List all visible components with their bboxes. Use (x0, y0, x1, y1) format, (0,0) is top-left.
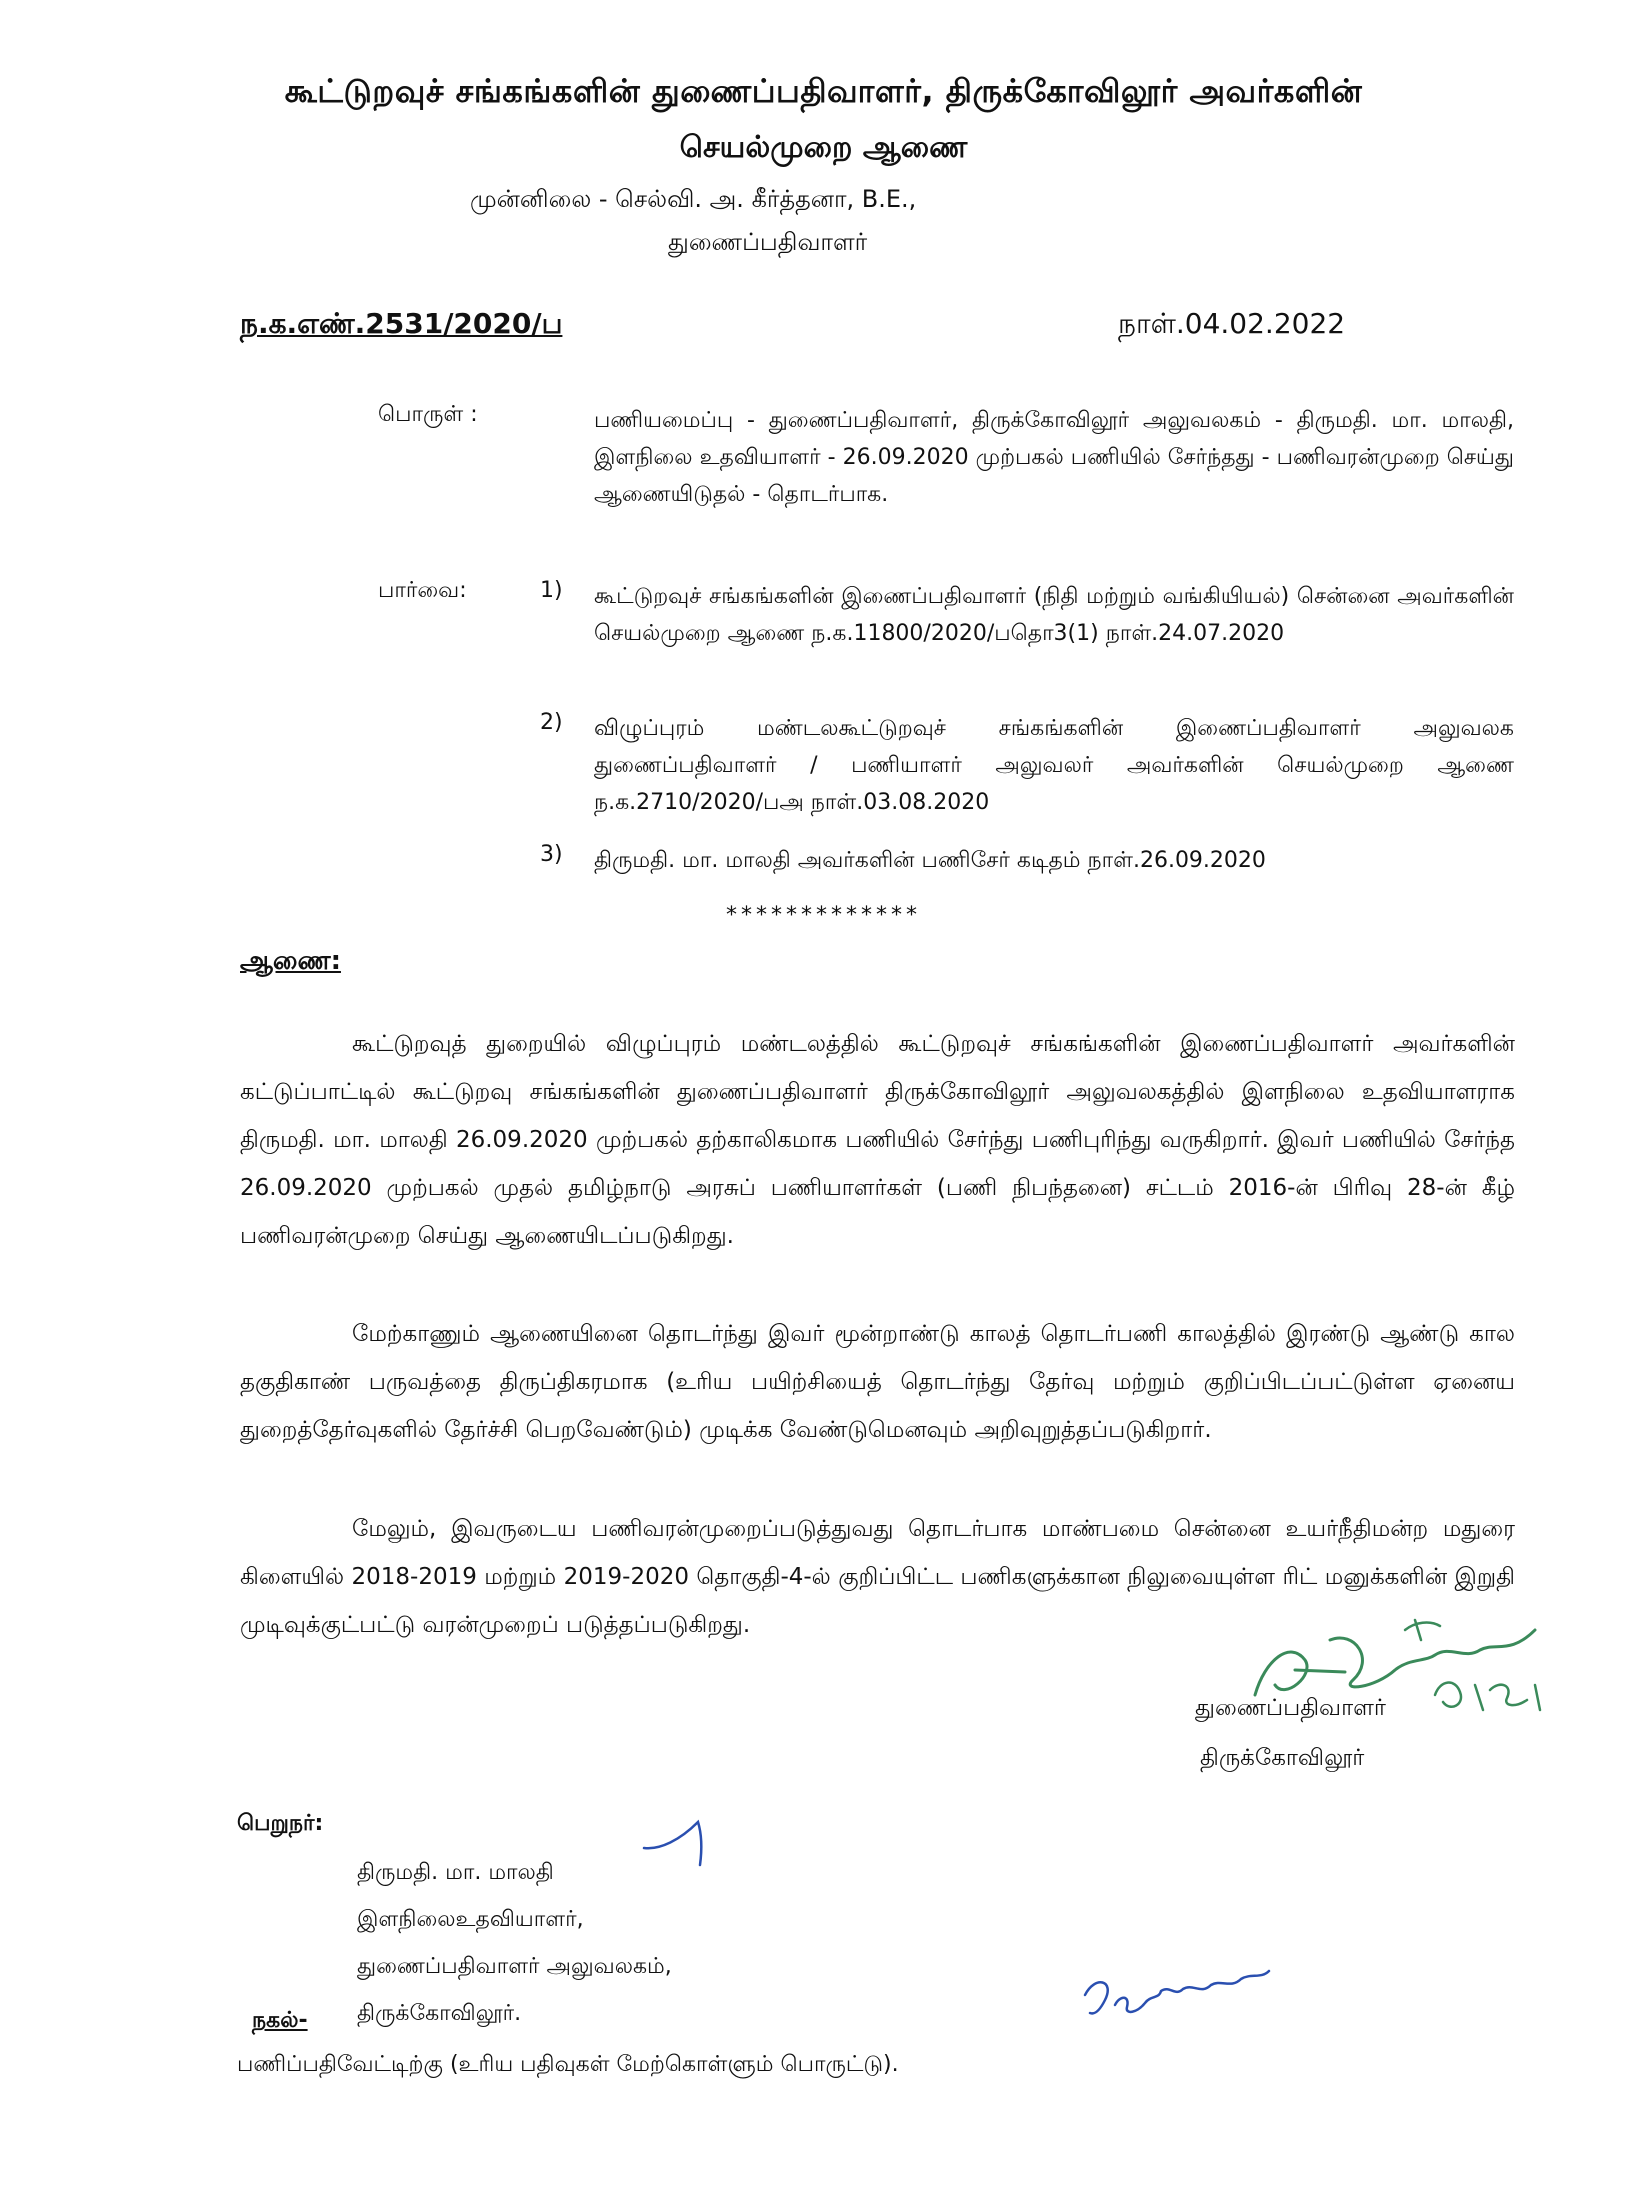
reference-3-number: 3) (540, 842, 563, 867)
separator-stars: ************* (726, 903, 921, 928)
recipient-line-2: இளநிலைஉதவியாளர், (357, 1907, 584, 1932)
order-paragraph-1: கூட்டுறவுத் துறையில் விழுப்புரம் மண்டலத்தில் கூட்டுறவுச் சங்கங்களின் இணைப்பதிவாளர் அவர்களின் கட்டுப்பாட்டில் கூட்டுறவு சங்கங்களின் துணைப்பதிவாளர் திருக்கோவிலூர் அலுவலகத்தில் இளநிலை உதவியாளராக திருமதி. மா. மாலதி 26.09.2020 முற்பகல் தற்காலிகமாக பணியில் சேர்ந்து பணிபுரிந்து வருகிறார். இவர் பணியில் சேர்ந்த 26.09.2020 முற்பகல் முதல் தமிழ்நாடு அரசுப் பணியாளர்கள் (பணி நிபந்தனை) சட்டம் 2016-ன் பிரிவு 28-ன் கீழ் பணிவரன்முறை செய்து ஆணையிடப்படுகிறது. (240, 1031, 1515, 1249)
recipient-line-1: திருமதி. மா. மாலதி (357, 1860, 554, 1885)
reference-3-text: திருமதி. மா. மாலதி அவர்களின் பணிசேர் கடிதம் நாள்.26.09.2020 (594, 848, 1266, 873)
order-date: நாள்.04.02.2022 (1118, 307, 1346, 340)
office-title: கூட்டுறவுச் சங்கங்களின் துணைப்பதிவாளர், திருக்கோவிலூர் அவர்களின் (284, 72, 1363, 110)
order-paragraph-3: மேலும், இவருடைய பணிவரன்முறைப்படுத்துவது தொடர்பாக மாண்பமை சென்னை உயர்நீதிமன்ற மதுரை கிளையில் 2018-2019 மற்றும் 2019-2020 தொகுதி-4-ல் குறிப்பிட்ட பணிகளுக்கான நிலுவையுள்ள ரிட் மனுக்களின் இறுதி முடிவுக்குட்பட்டு வரன்முறைப் படுத்தப்படுகிறது. (240, 1516, 1515, 1638)
reference-1-number: 1) (540, 578, 563, 603)
references-label: பார்வை: (378, 578, 467, 603)
pen-tick-mark (640, 1810, 720, 1870)
recipient-line-3: துணைப்பதிவாளர் அலுவலகம், (357, 1954, 672, 1979)
recipients-heading: பெறுநர்: (237, 1811, 324, 1836)
order-type-title: செயல்முறை ஆணை (679, 130, 968, 165)
signatory-place: திருக்கோவிலூர் (1200, 1745, 1365, 1771)
order-paragraph-2: மேற்காணும் ஆணையினை தொடர்ந்து இவர் மூன்றாண்டு காலத் தொடர்பணி காலத்தில் இரண்டு ஆண்டு கால தகுதிகாண் பருவத்தை திருப்திகரமாக (உரிய பயிற்சியைத் தொடர்ந்து தேர்வு மற்றும் குறிப்பிடப்பட்டுள்ள ஏனைய துறைத்தேர்வுகளில் தேர்ச்சி பெறவேண்டும்) முடிக்க வேண்டுமெனவும் அறிவுறுத்தப்படுகிறார். (240, 1321, 1515, 1443)
reference-number: ந.க.எண்.2531/2020/ப (240, 307, 563, 340)
pen-initials-mark (1075, 1955, 1275, 2035)
presiding-officer: முன்னிலை - செல்வி. அ. கீர்த்தனா, B.E., (470, 185, 917, 213)
reference-1-text: கூட்டுறவுச் சங்கங்களின் இணைப்பதிவாளர் (நிதி மற்றும் வங்கியியல்) சென்னை அவர்களின் செயல்முறை ஆணை ந.க.11800/2020/பதொ3(1) நாள்.24.07.2020 (594, 584, 1514, 646)
subject-label: பொருள் : (378, 402, 478, 427)
recipient-line-4: திருக்கோவிலூர். (357, 2001, 522, 2026)
copy-heading: நகல்- (252, 2008, 308, 2033)
order-heading: ஆணை: (240, 946, 341, 976)
subject-text: பணியமைப்பு - துணைப்பதிவாளர், திருக்கோவிலூர் அலுவலகம் - திருமதி. மா. மாலதி, இளநிலை உதவியாளர் - 26.09.2020 முற்பகல் பணியில் சேர்ந்தது - பணிவரன்முறை செய்து ஆணையிடுதல் - தொடர்பாக. (594, 408, 1514, 507)
reference-2-text: விழுப்புரம் மண்டலகூட்டுறவுச் சங்கங்களின் இணைப்பதிவாளர் அலுவலக துணைப்பதிவாளர் / பணியாளர் அலுவலர் அவர்களின் செயல்முறை ஆணை ந.க.2710/2020/பஅ நாள்.03.08.2020 (594, 716, 1514, 815)
presiding-designation: துணைப்பதிவாளர் (668, 228, 868, 256)
signatory-designation: துணைப்பதிவாளர் (1195, 1695, 1386, 1721)
copy-line: பணிப்பதிவேட்டிற்கு (உரிய பதிவுகள் மேற்கொள்ளும் பொருட்டு). (237, 2052, 899, 2077)
reference-2-number: 2) (540, 710, 563, 735)
